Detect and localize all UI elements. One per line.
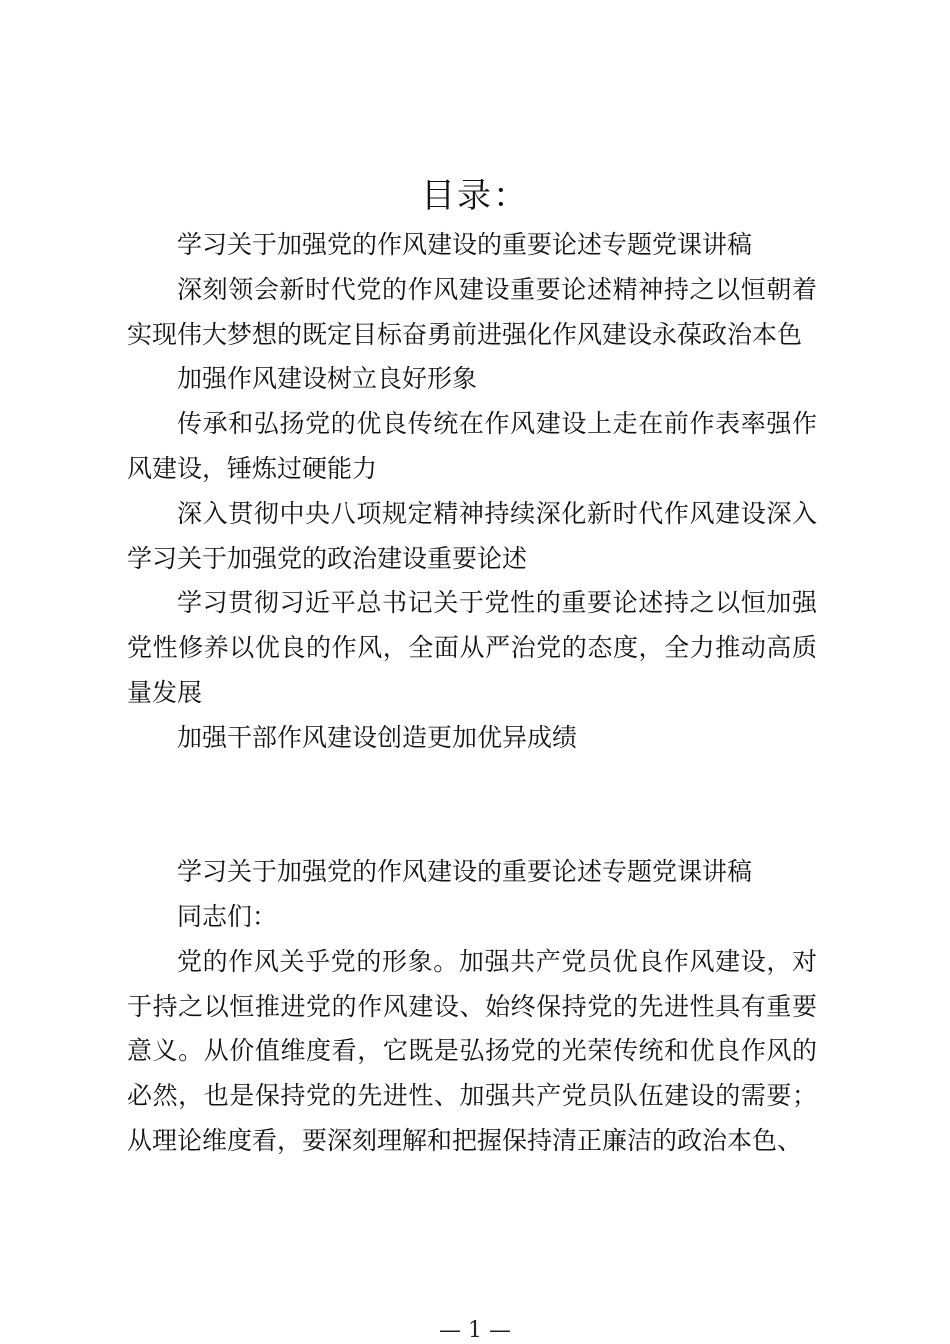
page-number: — 1 — <box>439 1318 511 1343</box>
toc-item-1: 学习关于加强党的作风建设的重要论述专题党课讲稿 <box>177 230 753 259</box>
body-paragraph: 党的作风关乎党的形象。加强共产党员优良作风建设，对于持之以恒推进党的作风建设、始终保持党的先进性具有重要意义。从价值维度看，它既是弘扬党的光荣传统和优良作风的必然，也是保持党的先进性、加强共产党员队伍建设的需要；从理论维度看，要深刻理解和把握保持清正廉洁的政治本色、 <box>127 946 817 1155</box>
body-salutation: 同志们： <box>177 901 278 931</box>
section-gap <box>127 761 817 851</box>
document-content <box>127 223 817 1164</box>
toc-item-5: 深入贯彻中央八项规定精神持续深化新时代作风建设深入学习关于加强党的政治建设重要论述 <box>127 498 817 573</box>
toc-title: 目录： <box>421 176 529 216</box>
toc-item-3: 加强作风建设树立良好形象 <box>177 364 478 394</box>
toc-item-4: 传承和弘扬党的优良传统在作风建设上走在前作表率强作风建设，锤炼过硬能力 <box>127 409 817 483</box>
toc-item-6: 学习贯彻习近平总书记关于党性的重要论述持之以恒加强党性修养以优良的作风，全面从严治党的态度，全力推动高质量发展 <box>127 588 817 707</box>
toc-item-2: 深刻领会新时代党的作风建设重要论述精神持之以恒朝着实现伟大梦想的既定目标奋勇前进强化作风建设永葆政治本色 <box>127 274 817 349</box>
toc-item-7: 加强干部作风建设创造更加优异成绩 <box>177 722 578 752</box>
body-heading: 学习关于加强党的作风建设的重要论述专题党课讲稿 <box>177 857 753 887</box>
